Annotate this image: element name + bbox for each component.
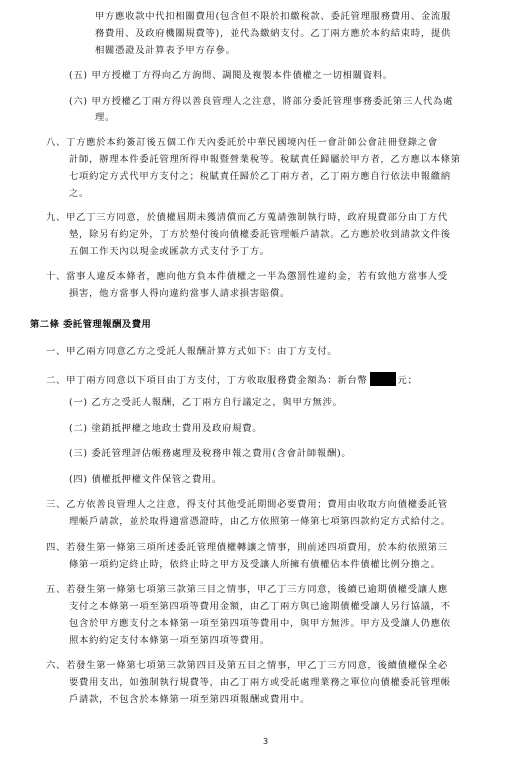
text-line: 九、甲乙丁三方同意，於債權屆期未獲清償而乙方蒐請強制執行時，政府規費部分由丁方代 bbox=[46, 212, 448, 223]
text-line: 計師，辦理本件委託管理所得申報暨營業稅等。稅賦責任歸屬於甲方者，乙方應以本條第 bbox=[69, 154, 461, 165]
text-line: 條第一項約定終止時，依終止時之甲方及受讓人所擁有債權佔本件債權比例分擔之。 bbox=[69, 559, 441, 570]
text-line: (四) 債權抵押權文件保管之費用。 bbox=[69, 474, 223, 485]
text-line: 一、甲乙兩方同意乙方之受託人報酬計算方式如下：由丁方支付。 bbox=[46, 346, 338, 357]
text-line: 三、乙方依善良管理人之注意，得支付其他受託期間必要費用；費用由收取方向債權委託管 bbox=[46, 499, 448, 510]
text-line: 包含於甲方應支付之本條第一項至第四項等費用中，與甲方無涉。甲方及受讓人仍應依 bbox=[69, 618, 451, 629]
redacted-amount bbox=[370, 372, 396, 386]
text-line: 戶請款，不包含於本條第一項至第四項報酬或費用中。 bbox=[69, 694, 311, 705]
text-span: 元； bbox=[397, 375, 418, 386]
text-line: 損害，他方當事人得向違約當事人請求損害賠償。 bbox=[69, 288, 291, 299]
text-line: 十、當事人違反本條者，應向他方負本件債權之一半為懲罰性違約金，若有致他方當事人受 bbox=[46, 271, 448, 282]
text-line: 六、若發生第一條第七項第三款第四目及第五目之情事，甲乙丁三方同意，後續債權保全必 bbox=[46, 660, 448, 671]
text-line: 務費用、及政府機關規費等)，並代為繳納支付。乙丁兩方應於本約結束時，提供 bbox=[95, 28, 452, 39]
text-line: (一) 乙方之受託人報酬，乙丁兩方自行議定之，與甲方無涉。 bbox=[69, 397, 343, 408]
text-line: (六) 甲方授權乙丁兩方得以善良管理人之注意，將部分委託管理事務委託第三人代為處 bbox=[69, 96, 454, 107]
text-line: 之。 bbox=[69, 188, 90, 199]
text-line: 要費用支出，如強制執行規費等，由乙丁兩方或受託處理業務之單位向債權委託管理帳 bbox=[69, 677, 451, 688]
text-line: 八、丁方應於本約簽訂後五個工作天內委託於中華民國境內任一會計師公會註冊登錄之會 bbox=[46, 137, 438, 148]
text-line: (五) 甲方授權丁方得向乙方詢問、調閱及複製本件債權之一切相關資料。 bbox=[69, 70, 393, 81]
text-line: 照本約約定支付本條第一項至第四項等費用。 bbox=[69, 635, 270, 646]
text-line bbox=[46, 372, 418, 387]
text-line: 五、若發生第一條第七項第三款第三目之情事，甲乙丁三方同意，後續已逾期債權受讓人應 bbox=[46, 584, 448, 595]
text-line: 七項約定方式代甲方支付之；稅賦責任歸於乙丁兩方者，乙丁兩方應自行依法申報繳納 bbox=[69, 171, 451, 182]
text-line: 五個工作天內以現金或匯款方式支付予丁方。 bbox=[69, 246, 270, 257]
text-line: 相關憑證及計算表予甲方存參。 bbox=[95, 45, 236, 56]
text-line: (三) 委託管理評估帳務處理及稅務申報之費用(含會計師報酬)。 bbox=[69, 448, 352, 459]
text-line: (二) 塗銷抵押權之地政士費用及政府規費。 bbox=[69, 423, 263, 434]
text-line: 四、若發生第一條第三項所述委託管理債權轉讓之情事，則前述四項費用，於本約依照第三 bbox=[46, 542, 448, 553]
text-line: 理。 bbox=[95, 112, 116, 123]
section-heading: 第二條 委託管理報酬及費用 bbox=[30, 319, 152, 330]
text-line: 理帳戶請款，並於取得適當憑證時，由乙方依照第一條第七項第四款約定方式給付之。 bbox=[69, 516, 451, 527]
text-line: 甲方應收款中代扣相關費用(包含但不限於扣繳稅款、委託管理服務費用、金流服 bbox=[95, 11, 452, 22]
page-number: 3 bbox=[262, 737, 269, 746]
text-span: 二、甲丁兩方同意以下項目由丁方支付，丁方收取服務費金額為：新台幣 bbox=[46, 375, 368, 386]
text-line: 墊，除另有約定外，丁方於墊付後向債權委託管理帳戶請款。乙方應於收到請款文件後 bbox=[69, 229, 451, 240]
text-line: 支付之本條第一項至第四項等費用金額，由乙丁兩方與已逾期債權受讓人另行協議，不 bbox=[69, 601, 451, 612]
